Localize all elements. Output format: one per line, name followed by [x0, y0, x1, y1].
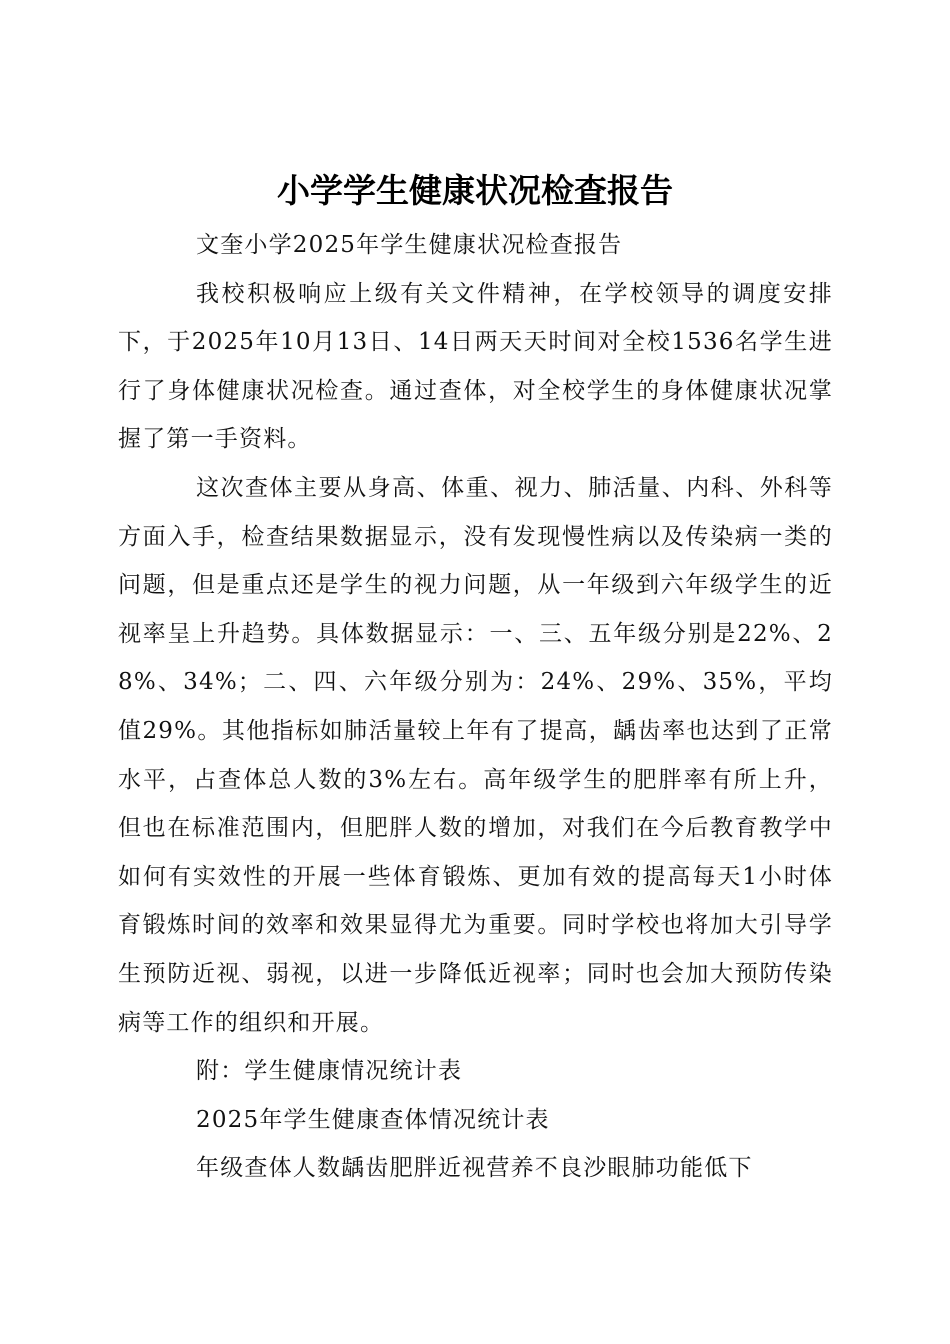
findings-paragraph: 这次查体主要从身高、体重、视力、肺活量、内科、外科等方面入手，检查结果数据显示，没有发现慢性病以及传染病一类的问题，但是重点还是学生的视力问题，从一年级到六年级学生的近视率呈上升趋势。具体数据显示：一、三、五年级分别是22%、28%、34%；二、四、六年级分别为：24%、29%、35%，平均值29%。其他指标如肺活量较上年有了提高，龋齿率也达到了正常水平，占查体总人数的3%左右。高年级学生的肥胖率有所上升，但也在标准范围内，但肥胖人数的增加，对我们在今后教育教学中如何有实效性的开展一些体育锻炼、更加有效的提高每天1小时体育锻炼时间的效率和效果显得尤为重要。同时学校也将加大引导学生预防近视、弱视，以进一步降低近视率；同时也会加大预防传染病等工作的组织和开展。: [118, 474, 833, 1036]
appendix-paragraph: 附：学生健康情况统计表: [196, 1058, 463, 1085]
document-body: [118, 221, 833, 1193]
document-title: 小学学生健康状况检查报告: [277, 171, 673, 211]
table-title-paragraph: 2025年学生健康查体情况统计表: [196, 1106, 550, 1133]
report-subtitle-paragraph: 文奎小学2025年学生健康状况检查报告: [196, 232, 623, 258]
table-header-paragraph: 年级查体人数龋齿肥胖近视营养不良沙眼肺功能低下: [196, 1155, 753, 1182]
intro-paragraph: 我校积极响应上级有关文件精神，在学校领导的调度安排下，于2025年10月13日、14日两天天时间对全校1536名学生进行了身体健康状况检查。通过查体，对全校学生的身体健康状况掌握了第一手资料。: [118, 280, 833, 453]
